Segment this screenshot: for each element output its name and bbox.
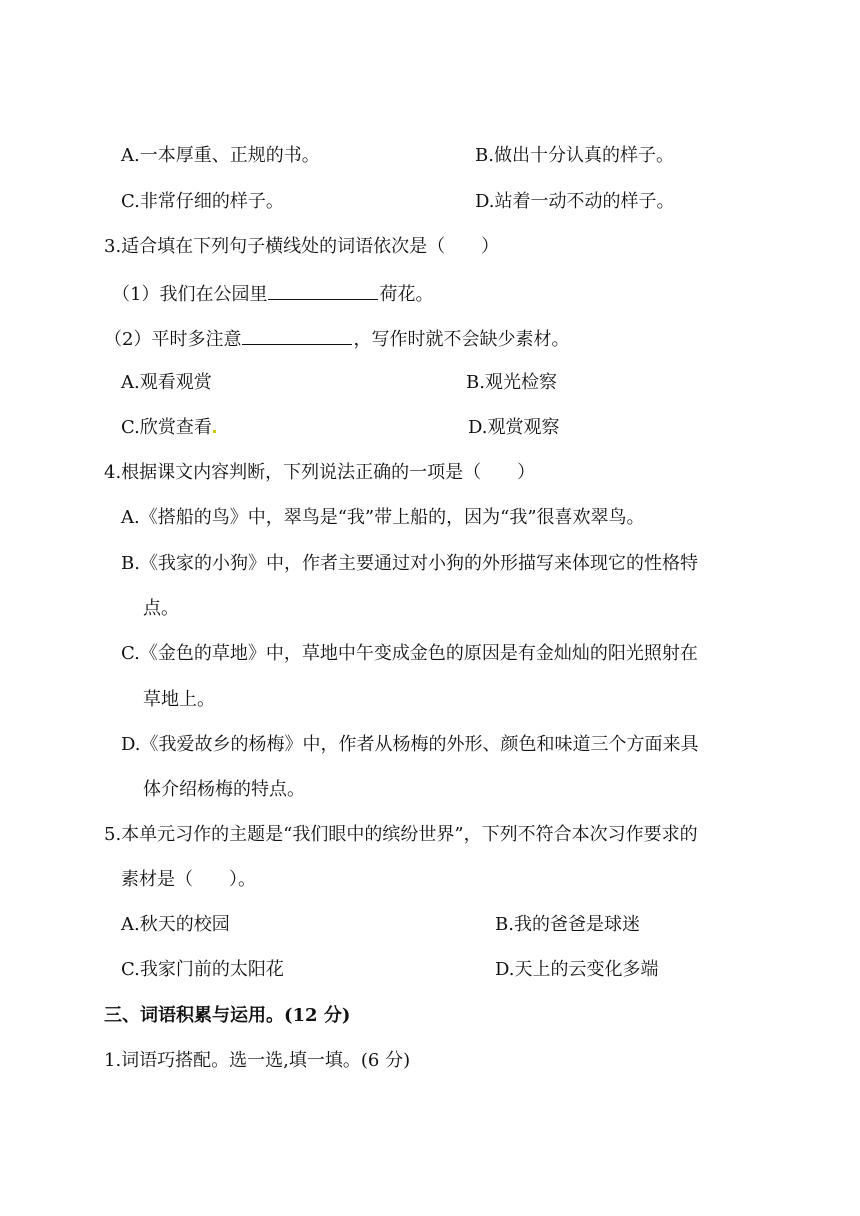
- q3-option-a: A.观看观赏: [121, 372, 212, 393]
- q3-stem: 3.适合填在下列句子横线处的词语依次是（ ）: [104, 236, 500, 257]
- q3-option-c: C.欣赏查看: [121, 417, 212, 438]
- q4-option-d-line2: 体介绍杨梅的特点。: [143, 779, 305, 800]
- q3-s2-blank[interactable]: [242, 326, 352, 345]
- q5-option-c: C.我家门前的太阳花: [121, 959, 284, 980]
- q3-s2-before: （2）平时多注意: [104, 329, 242, 350]
- q2-option-c: C.非常仔细的样子。: [121, 191, 284, 212]
- q4-option-b-line1: B.《我家的小狗》中，作者主要通过对小狗的外形描写来体现它的性格特: [121, 553, 698, 574]
- q3-s1-before: （1）我们在公园里: [112, 284, 268, 305]
- q3-option-c-row: [121, 416, 216, 440]
- q4-option-b-line2: 点。: [143, 598, 179, 619]
- q3-s1-after: 荷花。: [379, 284, 434, 305]
- q5-stem-line2: 素材是（ ）。: [121, 869, 256, 890]
- q2-option-d: D.站着一动不动的样子。: [475, 191, 675, 212]
- q5-stem-line1: 5.本单元习作的主题是“我们眼中的缤纷世界”，下列不符合本次习作要求的: [104, 824, 698, 845]
- q4-option-c-line2: 草地上。: [143, 689, 215, 710]
- q2-option-a: A.一本厚重、正规的书。: [121, 145, 320, 166]
- q5-option-b: B.我的爸爸是球迷: [495, 914, 640, 935]
- q5-option-d: D.天上的云变化多端: [495, 959, 659, 980]
- q3-option-b: B.观光检察: [466, 372, 557, 393]
- section-3-q1: 1.词语巧搭配。选一选,填一填。(6 分): [104, 1050, 411, 1071]
- q3-s1-blank[interactable]: [268, 281, 378, 300]
- q4-option-d-line1: D.《我爱故乡的杨梅》中，作者从杨梅的外形、颜色和味道三个方面来具: [121, 734, 699, 755]
- section-3-title: 三、词语积累与运用。(12 分): [104, 1005, 351, 1026]
- q3-s2-after: ，写作时就不会缺少素材。: [353, 329, 570, 350]
- q2-option-b: B.做出十分认真的样子。: [475, 145, 674, 166]
- q3-sentence-1: [112, 281, 433, 307]
- q5-option-a: A.秋天的校园: [121, 914, 230, 935]
- q4-option-a: A.《搭船的鸟》中，翠鸟是“我”带上船的，因为“我”很喜欢翠鸟。: [121, 507, 645, 528]
- q3-sentence-2: [104, 326, 569, 352]
- q4-stem: 4.根据课文内容判断，下列说法正确的一项是（ ）: [104, 462, 536, 483]
- q4-option-c-line1: C.《金色的草地》中，草地中午变成金色的原因是有金灿灿的阳光照射在: [121, 643, 698, 664]
- q3-option-d: D.观赏观察: [468, 417, 560, 438]
- highlight-mark: [213, 430, 216, 433]
